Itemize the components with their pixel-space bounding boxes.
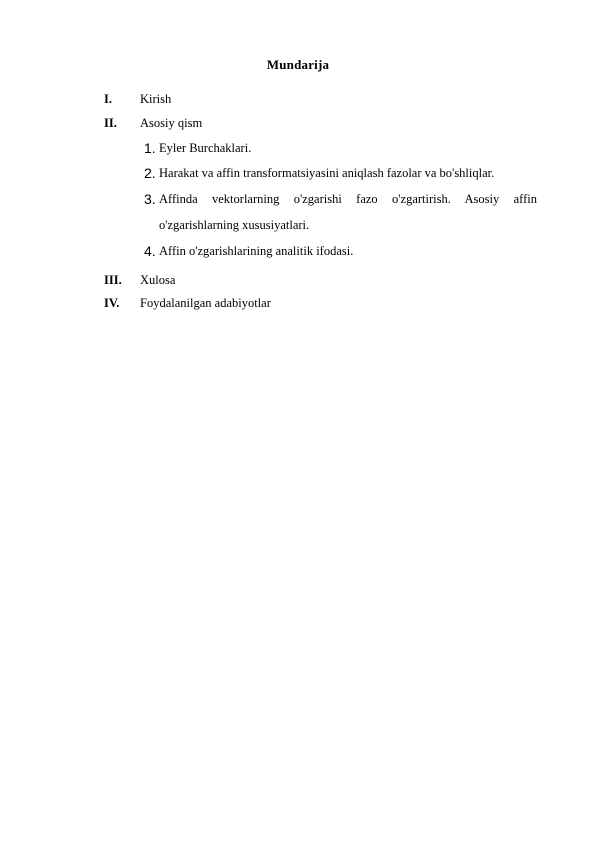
toc-label: Xulosa bbox=[140, 273, 176, 287]
toc-subitem-number: 2. bbox=[144, 165, 156, 181]
toc-label: Asosiy qism bbox=[140, 116, 203, 130]
toc-subitem-label: Affin o'zgarishlarining analitik ifodasi. bbox=[159, 244, 354, 258]
page-title: Mundarija bbox=[266, 57, 330, 72]
toc-subitem-number: 1. bbox=[144, 140, 156, 156]
toc-subitem-label: Affinda vektorlarning o'zgarishi fazo o'zgartirish. Asosiy affin bbox=[159, 192, 537, 206]
toc-subitem-number: 4. bbox=[144, 243, 156, 259]
toc-label: Foydalanilgan adabiyotlar bbox=[140, 296, 271, 310]
toc-subitem-label-continuation: o'zgarishlarning xususiyatlari. bbox=[159, 218, 310, 232]
toc-subitem-label: Eyler Burchaklari. bbox=[159, 141, 252, 155]
toc-subitem-number: 3. bbox=[144, 191, 156, 207]
toc-numeral: I. bbox=[104, 92, 112, 106]
toc-numeral: II. bbox=[104, 116, 117, 130]
toc-numeral: III. bbox=[104, 273, 122, 287]
toc-numeral: IV. bbox=[104, 296, 120, 310]
toc-subitem-label: Harakat va affin transformatsiyasini aniqlash fazolar va bo'shliqlar. bbox=[159, 166, 495, 180]
toc-label: Kirish bbox=[140, 92, 172, 106]
